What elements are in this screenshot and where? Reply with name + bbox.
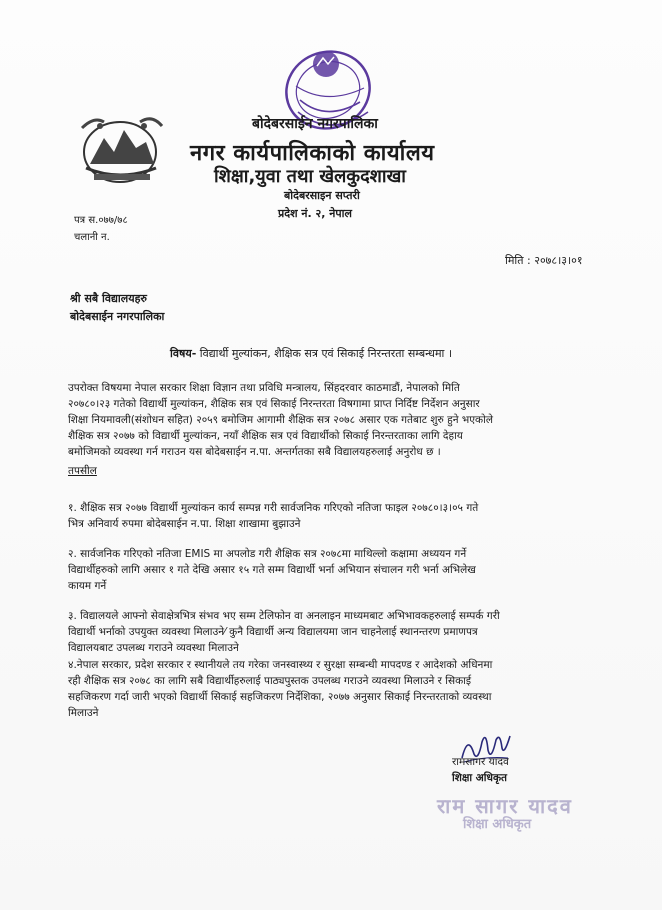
- list-item: [68, 546, 476, 594]
- recipient-line-2: बोदेबसाईन नगरपालिका: [70, 310, 165, 323]
- list-item: [68, 657, 492, 721]
- signatory-title: शिक्षा अधिकृत: [452, 772, 508, 784]
- list-item: [68, 500, 478, 532]
- list-item-line: भित्र अनिवार्य रुपमा बोदेबसाईन न.पा. शिक्षा शाखामा बुझाउने: [68, 518, 301, 530]
- list-item-line: विद्यालयबाट उपलब्ध गराउने व्यवस्था मिलाउने: [68, 642, 239, 654]
- title-stamp: शिक्षा अधिकृत: [463, 817, 532, 832]
- subject-text: विद्यार्थी मुल्यांकन, शैक्षिक सत्र एवं सिकाई निरन्तरता सम्बन्धमा ।: [196, 347, 453, 360]
- letter-date: मिति : २०७८।३।०१: [505, 254, 583, 267]
- list-item: [68, 608, 500, 656]
- details-heading: तपसील: [68, 465, 97, 477]
- dispatch-number: चलानी न.: [74, 232, 110, 243]
- province-line: प्रदेश नं. २, नेपाल: [278, 207, 352, 220]
- list-item-line: विद्यार्थी भर्नाको उपयुक्त व्यवस्था मिलाउने⁄ कुनै विद्यार्थी अन्य विद्यालयमा जान चाहनेलाई स्थानन्तरण प्रमाणपत्र: [68, 626, 478, 638]
- nepal-emblem-icon: [74, 108, 170, 188]
- paragraph-line: शिक्षा नियमावली(संशोधन सहित) २०५९ बमोजिम आगामी शैक्षिक सत्र २०७८ असार एक गतेबाट शुरु हुने भएकोले: [68, 414, 493, 426]
- office-location: बोदेबरसाइन सप्तरी: [284, 189, 360, 202]
- office-name: नगर कार्यपालिकाको कार्यालय: [190, 141, 435, 166]
- list-item-line: २. सार्वजनिक गरिएको नतिजा EMIS मा अपलोड गरी शैक्षिक सत्र २०७८मा माथिल्लो कक्षामा अध्ययन गर्ने: [68, 548, 467, 560]
- list-item-line: रही शैक्षिक सत्र २०७८ का लागि सबै विद्यार्थीहरुलाई पाठ्यपुस्तक उपलब्ध गराउने व्यवस्था मिलाउने र सिकाई: [68, 675, 472, 687]
- paragraph-line: शैक्षिक सत्र २०७७ को विद्यार्थी मुल्यांकन, नयाँ शैक्षिक सत्र एवं विद्यार्थीको सिकाई निरन्तरताका लागि देहाय: [68, 430, 463, 442]
- department-name: शिक्षा,युवा तथा खेलकुदशाखा: [214, 166, 406, 187]
- recipient-line-1: श्री सबै विद्यालयहरु: [70, 292, 148, 305]
- list-item-line: ३. विद्यालयले आफ्नो सेवाक्षेत्रभित्र संभव भए सम्म टेलिफोन वा अनलाइन माध्यमबाट अभिभावकहरुलाई सम्पर्क गरी: [68, 610, 500, 622]
- name-stamp: राम सागर यादव: [437, 794, 573, 818]
- list-item-line: ४.नेपाल सरकार, प्रदेश सरकार र स्थानीयले तय गरेका जनस्वास्थ्य र सुरक्षा सम्बन्धी मापदण्ड र आदेशको अधिनमा: [68, 659, 493, 671]
- paragraph-line: बमोजिमको व्यवस्था गर्न गराउन यस बोदेबसाईन न.पा. अन्तर्गतका सबै विद्यालयहरुलाई अनुरोध छ ।: [68, 446, 441, 458]
- paragraph-line: २०७८०।२३ गतेको विद्यार्थी मुल्यांकन, शैक्षिक सत्र एवं सिकाई निरन्तरता विषगामा प्राप्त निर्दिष्ट निर्देशन अनुसार: [68, 398, 480, 410]
- list-item-line: १. शैक्षिक सत्र २०७७ विद्यार्थी मुल्यांकन कार्य सम्पन्न गरी सार्वजनिक गरिएको नतिजा फाइल २०७८०।३।०५ गते: [68, 502, 479, 514]
- list-item-line: कायम गर्ने: [68, 580, 107, 592]
- body-paragraph: [68, 380, 493, 460]
- signatory-name: रामसागर यादव: [452, 756, 509, 768]
- paragraph-line: उपरोक्त विषयमा नेपाल सरकार शिक्षा विज्ञान तथा प्रविधि मन्त्रालय, सिंहदरवार काठमाडौं, नेपालको मिति: [68, 382, 460, 394]
- letter-reference-number: पत्र स.०७७/७८: [74, 215, 128, 226]
- list-item-line: मिलाउने: [68, 707, 99, 719]
- list-item-line: सहजिकरण गर्दा जारी भएको विद्यार्थी सिकाई सहजिकरण निर्देशिका, २०७७ अनुसार सिकाई निरन्तरताको व्यवस्था: [68, 691, 492, 703]
- list-item-line: विद्यार्थीहरुको लागि असार १ गते देखि असार १५ गते सम्म विद्यार्थी भर्ना अभियान संचालन गरी भर्ना अभिलेख: [68, 564, 476, 576]
- municipality-name: बोदेबरसाईन नगरपालिका: [252, 116, 378, 132]
- subject-label: विषय-: [170, 347, 197, 360]
- subject-line: [170, 346, 452, 361]
